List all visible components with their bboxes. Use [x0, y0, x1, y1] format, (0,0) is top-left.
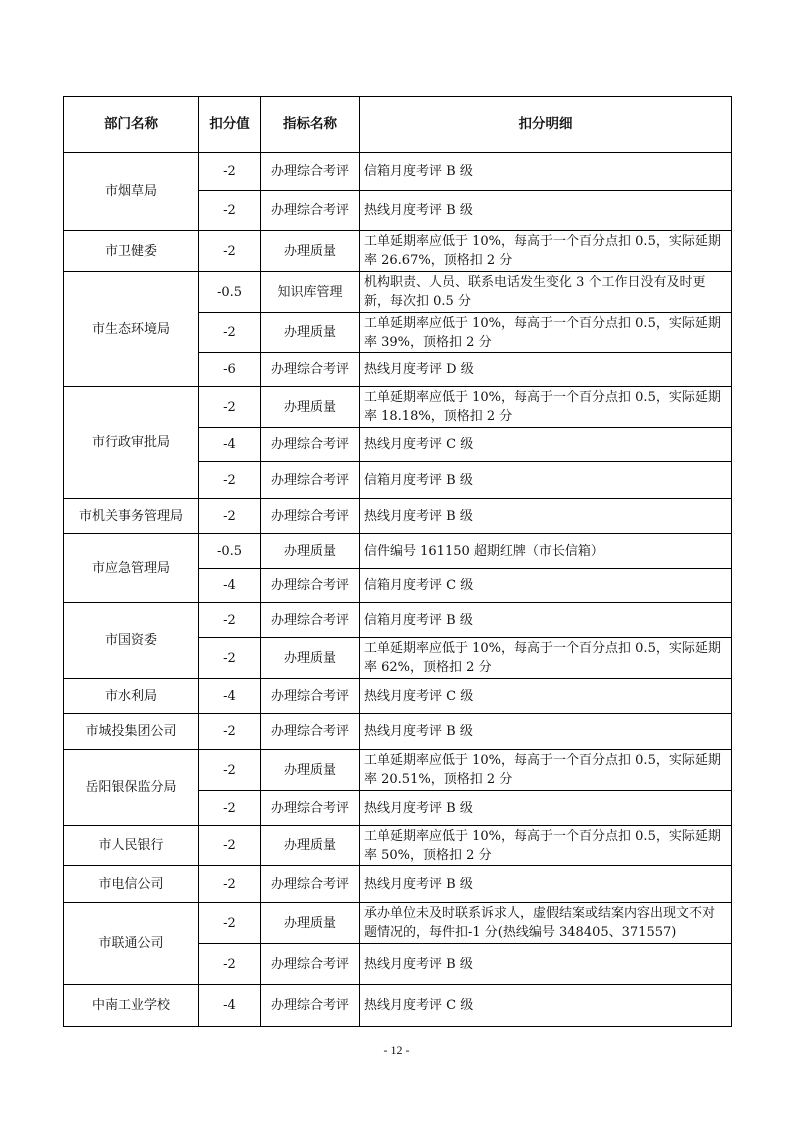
dept-cell: 市应急管理局	[64, 534, 199, 603]
detail-cell: 承办单位未及时联系诉求人，虚假结案或结案内容出现文不对题情况的，每件扣-1 分(热线编号 348405、371557)	[360, 903, 732, 944]
detail-cell: 热线月度考评 C 级	[360, 679, 732, 714]
score-cell: -6	[199, 353, 261, 387]
score-cell: -0.5	[199, 272, 261, 313]
indicator-cell: 办理综合考评	[261, 353, 360, 387]
header-indicator: 指标名称	[261, 97, 360, 153]
detail-cell: 热线月度考评 B 级	[360, 499, 732, 534]
score-cell: -2	[199, 638, 261, 679]
dept-cell: 市机关事务管理局	[64, 499, 199, 534]
table-row	[64, 826, 732, 866]
table-row	[64, 750, 732, 791]
indicator-cell: 办理质量	[261, 638, 360, 679]
header-score: 扣分值	[199, 97, 261, 153]
score-cell: -4	[199, 985, 261, 1027]
indicator-cell: 办理综合考评	[261, 985, 360, 1027]
detail-cell: 热线月度考评 C 级	[360, 428, 732, 462]
detail-cell: 信箱月度考评 C 级	[360, 569, 732, 603]
table-row	[64, 499, 732, 534]
detail-cell: 热线月度考评 B 级	[360, 944, 732, 985]
score-cell: -2	[199, 944, 261, 985]
indicator-cell: 办理质量	[261, 903, 360, 944]
detail-cell: 热线月度考评 D 级	[360, 353, 732, 387]
score-cell: -2	[199, 499, 261, 534]
score-cell: -0.5	[199, 534, 261, 569]
detail-cell: 热线月度考评 B 级	[360, 866, 732, 903]
score-cell: -2	[199, 791, 261, 826]
dept-cell: 市卫健委	[64, 231, 199, 272]
dept-cell: 市人民银行	[64, 826, 199, 866]
dept-cell: 市生态环境局	[64, 272, 199, 387]
score-cell: -2	[199, 387, 261, 428]
detail-cell: 信件编号 161150 超期红牌（市长信箱）	[360, 534, 732, 569]
detail-cell: 工单延期率应低于 10%，每高于一个百分点扣 0.5，实际延期率 39%，顶格扣 2 分	[360, 313, 732, 353]
indicator-cell: 办理质量	[261, 231, 360, 272]
dept-cell: 市行政审批局	[64, 387, 199, 499]
indicator-cell: 办理综合考评	[261, 944, 360, 985]
indicator-cell: 办理综合考评	[261, 714, 360, 750]
detail-cell: 信箱月度考评 B 级	[360, 603, 732, 638]
table-row	[64, 153, 732, 191]
page-number: - 12 -	[383, 1043, 410, 1057]
table-row	[64, 679, 732, 714]
detail-cell: 热线月度考评 C 级	[360, 985, 732, 1027]
score-cell: -2	[199, 750, 261, 791]
score-cell: -2	[199, 231, 261, 272]
table-row	[64, 903, 732, 944]
indicator-cell: 办理综合考评	[261, 791, 360, 826]
detail-cell: 信箱月度考评 B 级	[360, 462, 732, 499]
indicator-cell: 办理质量	[261, 313, 360, 353]
indicator-cell: 办理综合考评	[261, 153, 360, 191]
detail-cell: 工单延期率应低于 10%，每高于一个百分点扣 0.5，实际延期率 20.51%，顶格扣 2 分	[360, 750, 732, 791]
score-cell: -4	[199, 428, 261, 462]
indicator-cell: 办理质量	[261, 534, 360, 569]
score-cell: -2	[199, 153, 261, 191]
table-row	[64, 866, 732, 903]
detail-cell: 工单延期率应低于 10%，每高于一个百分点扣 0.5，实际延期率 62%，顶格扣 2 分	[360, 638, 732, 679]
score-cell: -4	[199, 569, 261, 603]
indicator-cell: 办理综合考评	[261, 569, 360, 603]
table-row	[64, 534, 732, 569]
score-cell: -4	[199, 679, 261, 714]
indicator-cell: 办理综合考评	[261, 866, 360, 903]
table-row	[64, 603, 732, 638]
indicator-cell: 知识库管理	[261, 272, 360, 313]
detail-cell: 热线月度考评 B 级	[360, 714, 732, 750]
score-cell: -2	[199, 462, 261, 499]
score-cell: -2	[199, 191, 261, 231]
dept-cell: 市国资委	[64, 603, 199, 679]
indicator-cell: 办理综合考评	[261, 191, 360, 231]
score-cell: -2	[199, 866, 261, 903]
indicator-cell: 办理综合考评	[261, 679, 360, 714]
header-dept: 部门名称	[64, 97, 199, 153]
indicator-cell: 办理质量	[261, 387, 360, 428]
detail-cell: 工单延期率应低于 10%，每高于一个百分点扣 0.5，实际延期率 18.18%，顶格扣 2 分	[360, 387, 732, 428]
indicator-cell: 办理质量	[261, 750, 360, 791]
detail-cell: 信箱月度考评 B 级	[360, 153, 732, 191]
dept-cell: 岳阳银保监分局	[64, 750, 199, 826]
dept-cell: 中南工业学校	[64, 985, 199, 1027]
score-cell: -2	[199, 714, 261, 750]
table-row	[64, 985, 732, 1027]
dept-cell: 市联通公司	[64, 903, 199, 985]
indicator-cell: 办理综合考评	[261, 428, 360, 462]
header-detail: 扣分明细	[360, 97, 732, 153]
table-row	[64, 387, 732, 428]
indicator-cell: 办理综合考评	[261, 603, 360, 638]
indicator-cell: 办理综合考评	[261, 499, 360, 534]
dept-cell: 市烟草局	[64, 153, 199, 231]
detail-cell: 机构职责、人员、联系电话发生变化 3 个工作日没有及时更新，每次扣 0.5 分	[360, 272, 732, 313]
detail-cell: 工单延期率应低于 10%，每高于一个百分点扣 0.5，实际延期率 50%，顶格扣 2 分	[360, 826, 732, 866]
detail-cell: 热线月度考评 B 级	[360, 191, 732, 231]
score-cell: -2	[199, 603, 261, 638]
indicator-cell: 办理质量	[261, 826, 360, 866]
score-cell: -2	[199, 826, 261, 866]
header-row	[64, 97, 732, 153]
table-row	[64, 231, 732, 272]
score-cell: -2	[199, 313, 261, 353]
detail-cell: 工单延期率应低于 10%，每高于一个百分点扣 0.5，实际延期率 26.67%，顶格扣 2 分	[360, 231, 732, 272]
dept-cell: 市电信公司	[64, 866, 199, 903]
indicator-cell: 办理综合考评	[261, 462, 360, 499]
dept-cell: 市水利局	[64, 679, 199, 714]
table-row	[64, 714, 732, 750]
detail-cell: 热线月度考评 B 级	[360, 791, 732, 826]
table-row	[64, 272, 732, 313]
deduction-table	[63, 96, 732, 1027]
dept-cell: 市城投集团公司	[64, 714, 199, 750]
score-cell: -2	[199, 903, 261, 944]
